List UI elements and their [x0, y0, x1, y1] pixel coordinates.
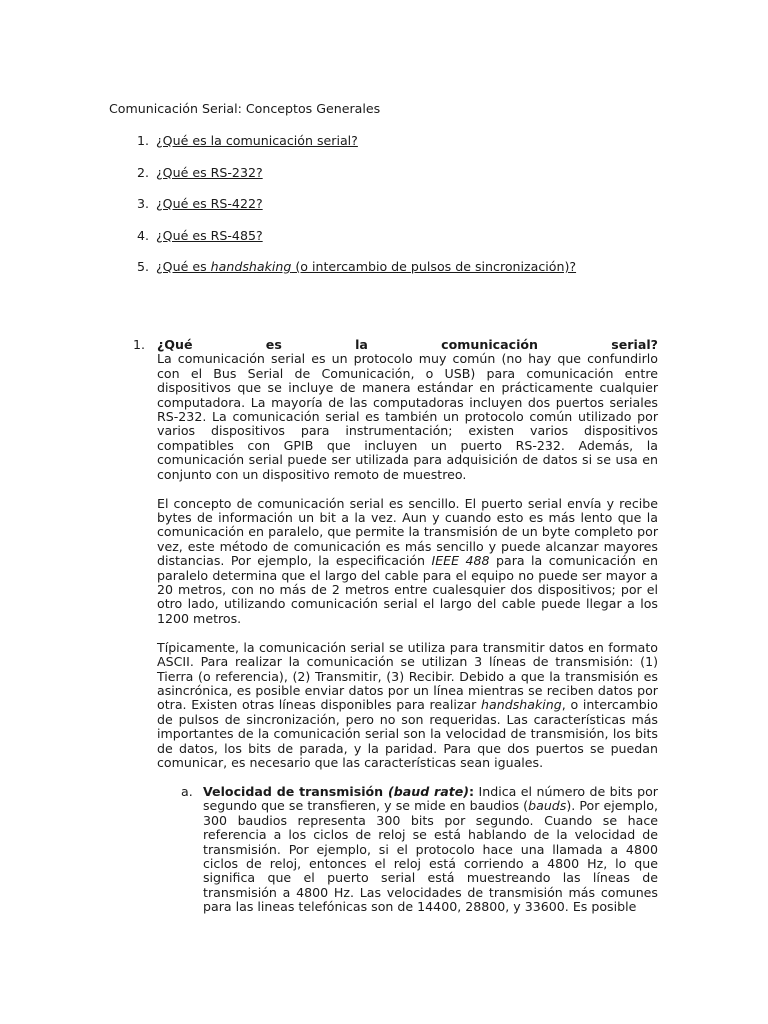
section-heading [157, 338, 658, 352]
toc-link-text: (o intercambio de pulsos de sincronización)? [291, 259, 577, 274]
subsection-term [203, 784, 474, 799]
heading-word: comunicación [441, 337, 539, 352]
heading-word: es [265, 337, 282, 352]
toc-link-rs485[interactable]: ¿Qué es RS-485? [156, 227, 263, 243]
paragraph-text: , o intercambio de pulsos de sincronización, pero no son requeridas. Las características más importantes de la comunicación serial son la velocidad de transmisión, los bits de datos, los bits de parada, y la paridad. Para que dos puertos se puedan comunicar, es necesario que las características sean iguales. [157, 697, 659, 770]
subsection-paragraph [203, 785, 658, 915]
toc-link-serial-communication[interactable]: ¿Qué es la comunicación serial? [156, 133, 358, 148]
paragraph-ascii [157, 641, 658, 771]
subsection-baud-rate [181, 783, 658, 915]
toc-item-number: 1. [136, 133, 149, 148]
subsection-text: Indica el número de bits por segundo que se transfieren, y se mide en baudios ( [203, 783, 658, 814]
toc-item-number: 3. [136, 196, 149, 211]
subsection-letter: a. [181, 783, 193, 799]
toc-link-rs232[interactable]: ¿Qué es RS-232? [156, 164, 263, 180]
toc-link-emphasis: handshaking [210, 259, 292, 274]
toc-item-number: 5. [136, 259, 149, 274]
subsection-term-text: Velocidad de transmisión [203, 783, 388, 799]
toc-link-rs422[interactable]: ¿Qué es RS-422? [156, 196, 263, 211]
paragraph-emphasis: IEEE 488 [431, 553, 490, 569]
paragraph-text: Típicamente, la comunicación serial se utiliza para transmitir datos en formato ASCII. Para realizar la comunicación se utilizan 3 líneas de transmisión: (1) Tierra (o referencia), (2) Transmitir, (3) Recibir. Debido a que la transmisión es asincrónica, es posible enviar datos por un línea mientras se reciben datos por otra. Existen otras líneas disponibles para realizar [157, 639, 658, 713]
heading-word: ¿Qué [157, 337, 193, 352]
subsection-text: ). Por ejemplo, 300 baudios representa 300 bits por segundo. Cuando se hace referencia a los ciclos de reloj se está hablando de la velocidad de transmisión. Por ejemplo, si el protocolo hace una llamada a 4800 ciclos de reloj, entonces el reloj está corriendo a 4800 Hz, lo que significa que el puerto serial está muestreando las líneas de transmisión a 4800 Hz. Las velocidades de transmisión más comunes para las lineas telefónicas son de 14400, 28800, y 33600. Es posible [203, 798, 658, 915]
heading-word: la [355, 337, 368, 352]
toc-link-handshaking[interactable] [156, 260, 576, 274]
paragraph-text: para la comunicación en paralelo determina que el largo del cable para el equipo no puede ser mayor a 20 metros, con no más de 2 metros entre cualesquier dos dispositivos; por el otro lado, utilizando comunicación serial el largo del cable puede llegar a los 1200 metros. [157, 553, 658, 626]
subsection-term-colon: : [469, 783, 475, 799]
section-number: 1. [133, 337, 146, 352]
toc-item-number: 2. [136, 164, 149, 180]
paragraph-concept [157, 497, 658, 627]
subsection-term-emphasis: (baud rate) [387, 783, 470, 799]
paragraph-emphasis: handshaking [481, 697, 562, 713]
toc-link-text: ¿Qué es [156, 259, 211, 274]
subsection-emphasis: bauds [528, 798, 567, 814]
paragraph-text: El concepto de comunicación serial es sencillo. El puerto serial envía y recibe bytes de información un bit a la vez. Aun y cuando esto es más lento que la comunicación en paralelo, que permite la transmisión de un byte completo por vez, este método de comunicación es más sencillo y puede alcanzar mayores distancias. Por ejemplo, la especificación [157, 495, 658, 569]
section-serial-communication [133, 337, 659, 915]
toc-item-number: 4. [136, 227, 149, 243]
document-title: Comunicación Serial: Conceptos Generales [109, 101, 381, 116]
paragraph-intro: La comunicación serial es un protocolo muy común (no hay que confundirlo con el Bus Serial de Comunicación, o USB) para comunicación entre dispositivos que se incluye de manera estándar en prácticamente cualquier computadora. La mayoría de las computadoras incluyen dos puertos seriales RS-232. La comunicación serial es también un protocolo común utilizado por varios dispositivos para instrumentación; existen varios dispositivos compatibles con GPIB que incluyen un puerto RS-232. Además, la comunicación serial puede ser utilizada para adquisición de datos si se usa en conjunto con un dispositivo remoto de muestreo. [157, 351, 658, 482]
heading-word: serial? [611, 337, 658, 352]
